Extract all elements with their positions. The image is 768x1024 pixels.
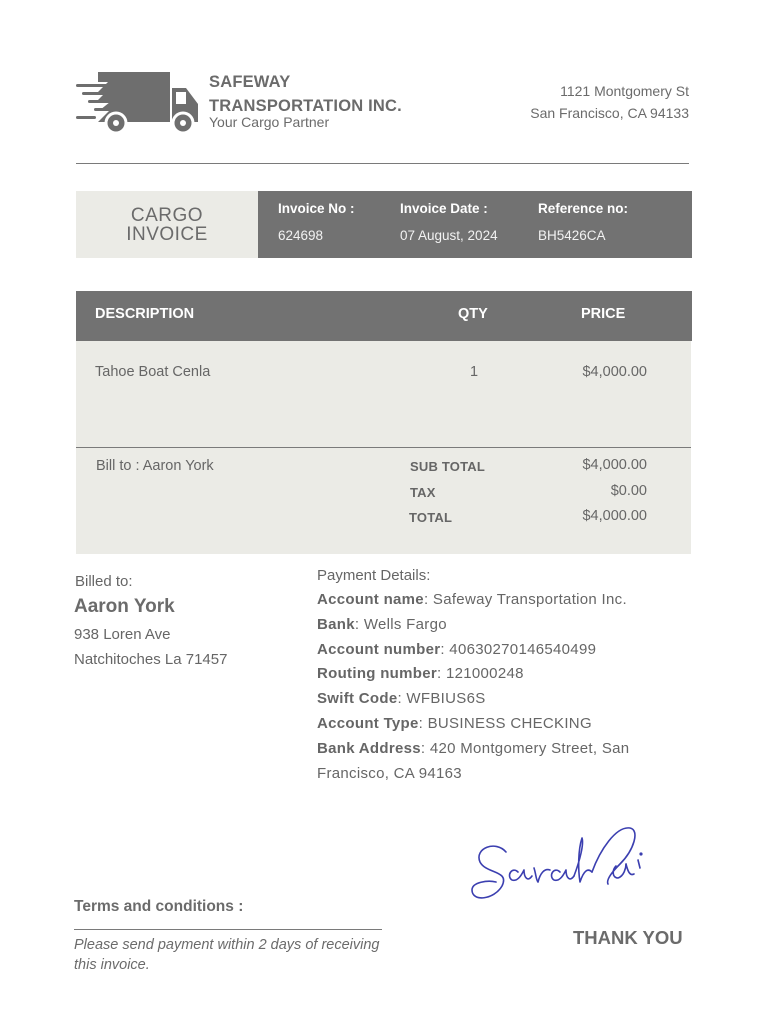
truck-icon (76, 70, 200, 134)
column-price: PRICE (581, 306, 626, 322)
billed-to-address (74, 622, 227, 672)
table-row (76, 341, 691, 447)
routing-number-value: : 121000248 (437, 665, 524, 683)
invoice-title (76, 191, 258, 258)
invoice-date: 07 August, 2024 (400, 228, 498, 243)
payment-details-title: Payment Details: (317, 567, 431, 584)
bank-label: Bank (317, 615, 355, 633)
account-type-row (317, 712, 697, 737)
signature-image (466, 820, 646, 910)
billed-to-label: Billed to: (75, 573, 133, 590)
account-name-label: Account name (317, 591, 424, 608)
thank-you-text: THANK YOU (573, 927, 683, 948)
invoice-title-line1: CARGO (130, 204, 204, 226)
routing-number-row (317, 662, 697, 687)
item-price: $4,000.00 (582, 364, 647, 380)
invoice-date-label: Invoice Date : (400, 201, 488, 216)
terms-divider (74, 929, 382, 930)
bank-address-row (317, 737, 697, 787)
header-divider (76, 163, 689, 164)
company-address-line1: 1121 Montgomery St (560, 83, 689, 99)
reference-label: Reference no: (538, 201, 629, 216)
company-name (209, 70, 402, 118)
bill-to: Bill to : Aaron York (96, 458, 214, 474)
invoice-number-label: Invoice No : (278, 201, 355, 216)
company-address (530, 80, 689, 124)
items-table-header (76, 291, 692, 341)
account-name-row (317, 588, 697, 613)
reference-number: BH5426CA (538, 228, 606, 243)
swift-code-label: Swift Code (317, 690, 398, 708)
company-tagline: Your Cargo Partner (209, 114, 330, 130)
invoice-title-line2: INVOICE (126, 223, 208, 245)
account-name-value: : Safeway Transportation Inc. (423, 591, 627, 608)
totals-section (76, 448, 691, 554)
bank-address-label: Bank Address (317, 739, 421, 757)
invoice-number: 624698 (278, 228, 324, 243)
tax-label: TAX (410, 485, 436, 500)
column-description: DESCRIPTION (95, 306, 195, 322)
bank-address-value: : 420 Montgomery Street, San Francisco, CA 94163 (317, 739, 630, 782)
tax-value: $0.00 (610, 483, 647, 499)
item-qty: 1 (470, 364, 479, 380)
payment-details (317, 588, 697, 786)
swift-code-row (317, 687, 697, 712)
account-number-value: : 40630270146540499 (440, 640, 597, 658)
bank-row (317, 613, 697, 638)
bank-value: : Wells Fargo (354, 615, 447, 633)
subtotal-label: SUB TOTAL (410, 459, 485, 474)
company-name-line2: TRANSPORTATION INC. (209, 97, 402, 115)
swift-code-value: : WFBIUS6S (397, 690, 486, 708)
subtotal-value: $4,000.00 (582, 457, 647, 473)
billed-to-name: Aaron York (74, 596, 175, 617)
total-value: $4,000.00 (582, 508, 647, 524)
billed-to-address-line1: 938 Loren Ave (74, 626, 171, 643)
billed-to-address-line2: Natchitoches La 71457 (74, 651, 228, 668)
routing-number-label: Routing number (317, 665, 438, 683)
item-description: Tahoe Boat Cenla (95, 364, 211, 380)
account-type-label: Account Type (317, 714, 419, 732)
company-address-line2: San Francisco, CA 94133 (530, 105, 689, 121)
column-qty: QTY (458, 306, 488, 322)
total-label: TOTAL (409, 510, 453, 525)
terms-text: Please send payment within 2 days of receiving this invoice. (74, 937, 380, 973)
account-number-row (317, 638, 697, 663)
company-name-line1: SAFEWAY (209, 73, 291, 91)
invoice-meta (258, 191, 692, 258)
account-number-label: Account number (317, 640, 441, 658)
account-type-value: : BUSINESS CHECKING (418, 714, 592, 732)
terms-title: Terms and conditions : (74, 898, 244, 915)
